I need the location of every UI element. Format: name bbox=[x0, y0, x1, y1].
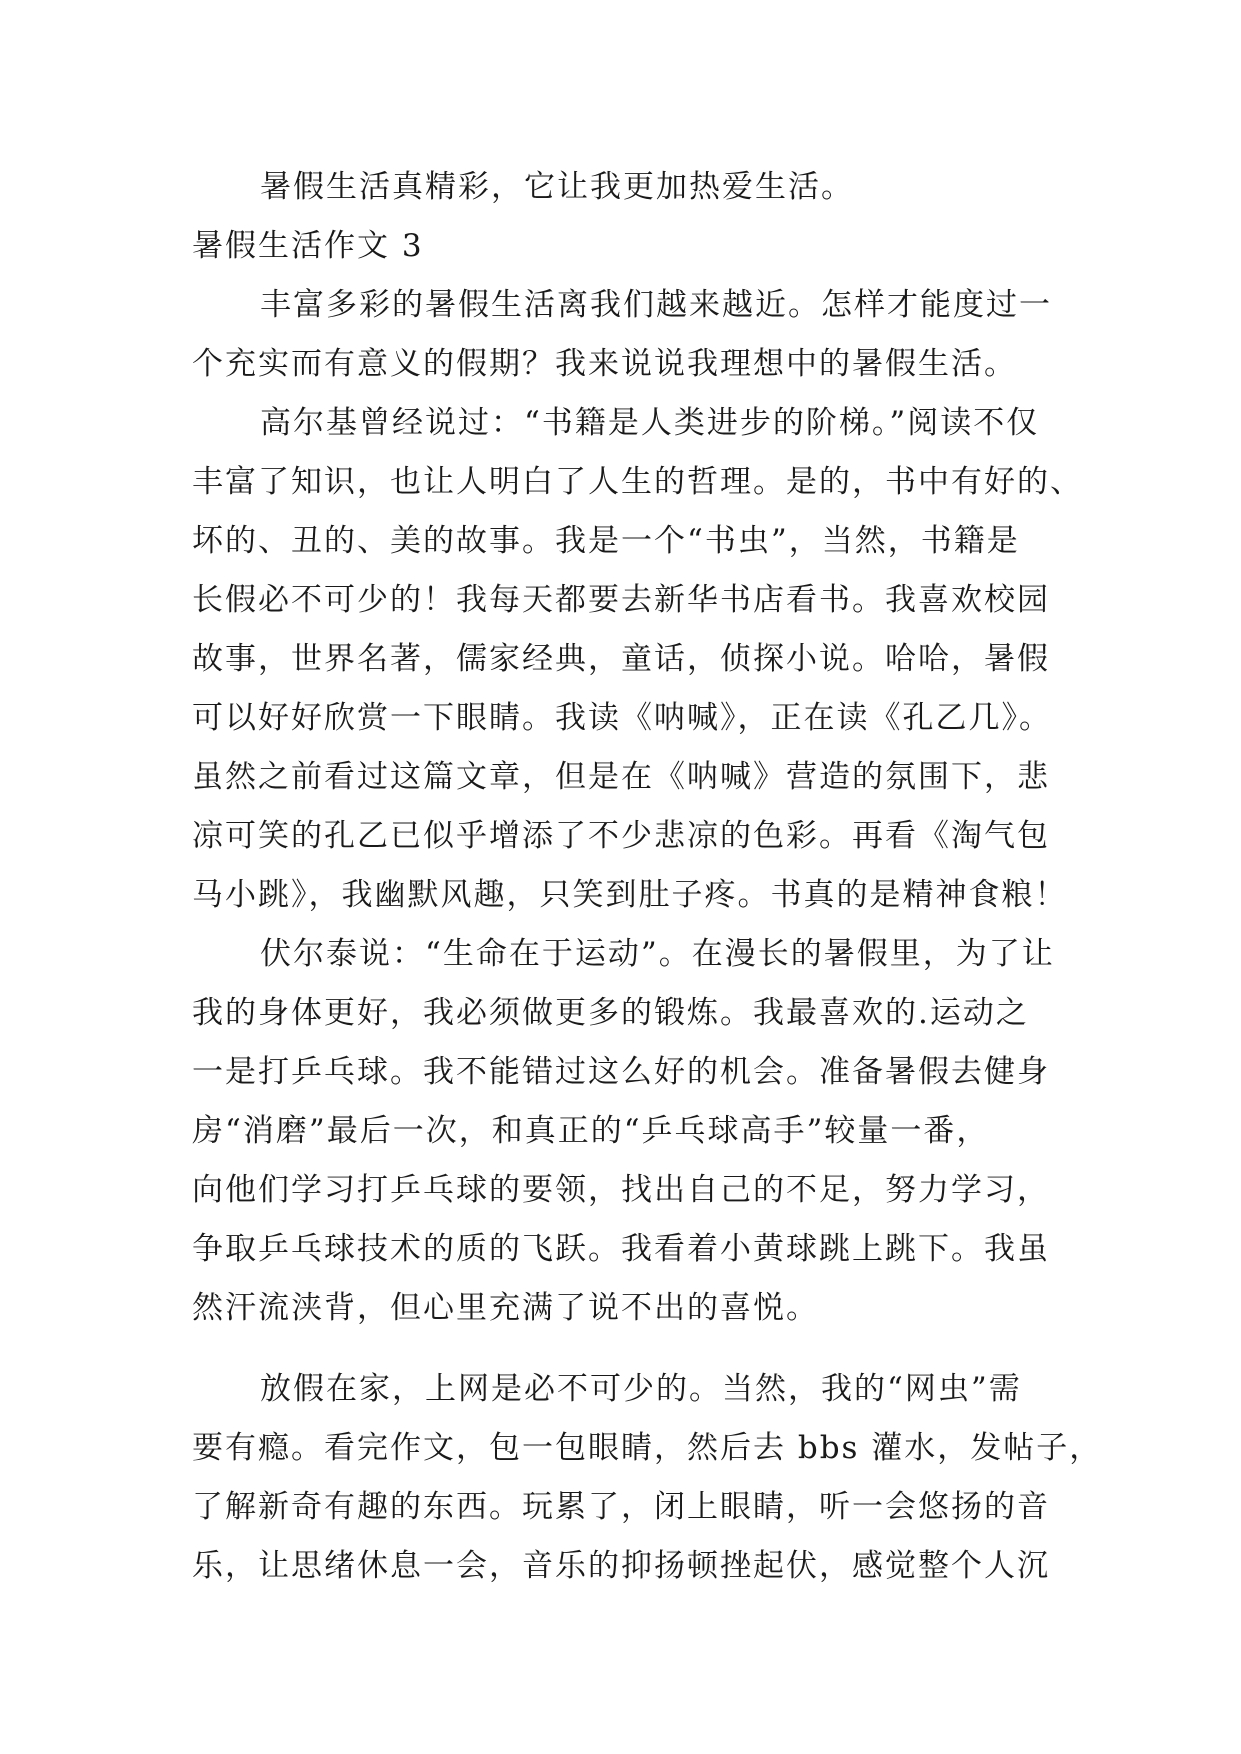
paragraph-line: 个充实而有意义的假期？我来说说我理想中的暑假生活。 bbox=[192, 346, 1017, 382]
document-body bbox=[192, 158, 1103, 1596]
paragraph-line: 坏的、丑的、美的故事。我是一个“书虫”，当然，书籍是 bbox=[192, 523, 1020, 559]
paragraph-line: 故事，世界名著，儒家经典，童话，侦探小说。哈哈，暑假 bbox=[192, 641, 1050, 677]
paragraph-line: 向他们学习打乒乓球的要领，找出自己的不足，努力学习， bbox=[192, 1172, 1050, 1208]
paragraph-line: 高尔基曾经说过：“书籍是人类进步的阶梯。”阅读不仅 bbox=[260, 405, 1040, 441]
paragraph-spacer bbox=[192, 1338, 1072, 1360]
paragraph-line: 长假必不可少的！我每天都要去新华书店看书。我喜欢校园 bbox=[192, 582, 1050, 618]
paragraph-line: 可以好好欣赏一下眼睛。我读《呐喊》，正在读《孔乙几》。 bbox=[192, 700, 1052, 736]
paragraph-line: 虽然之前看过这篇文章，但是在《呐喊》营造的氛围下，悲 bbox=[192, 759, 1050, 795]
paragraph-line: 了解新奇有趣的东西。玩累了，闭上眼睛，听一会悠扬的音 bbox=[192, 1489, 1050, 1525]
paragraph-line: 房“消磨”最后一次，和真正的“乒乓球高手”较量一番， bbox=[192, 1113, 990, 1149]
paragraph-line: 然汗流浃背，但心里充满了说不出的喜悦。 bbox=[192, 1290, 819, 1326]
paragraph-line: 伏尔泰说：“生命在于运动”。在漫长的暑假里，为了让 bbox=[260, 936, 1055, 972]
paragraph-line: 马小跳》，我幽默风趣，只笑到肚子疼。书真的是精神食粮！ bbox=[192, 877, 1068, 913]
paragraph-line: 我的身体更好，我必须做更多的锻炼。我最喜欢的.运动之 bbox=[192, 995, 1029, 1031]
paragraph-line: 要有瘾。看完作文，包一包眼睛，然后去 bbs 灌水，发帖子， bbox=[192, 1430, 1103, 1466]
paragraph-line: 乐，让思绪休息一会，音乐的抑扬顿挫起伏，感觉整个人沉 bbox=[192, 1548, 1050, 1584]
paragraph-line: 丰富多彩的暑假生活离我们越来越近。怎样才能度过一 bbox=[260, 287, 1052, 323]
paragraph-line: 一是打乒乓球。我不能错过这么好的机会。准备暑假去健身 bbox=[192, 1054, 1050, 1090]
paragraph-line: 丰富了知识，也让人明白了人生的哲理。是的，书中有好的、 bbox=[192, 464, 1083, 500]
paragraph-line: 放假在家，上网是必不可少的。当然，我的“网虫”需 bbox=[260, 1371, 1022, 1407]
paragraph-line: 暑假生活真精彩，它让我更加热爱生活。 bbox=[260, 169, 854, 205]
paragraph-line: 凉可笑的孔乙已似乎增添了不少悲凉的色彩。再看《淘气包 bbox=[192, 818, 1050, 854]
section-heading: 暑假生活作文 3 bbox=[192, 228, 424, 264]
paragraph-line: 争取乒乓球技术的质的飞跃。我看着小黄球跳上跳下。我虽 bbox=[192, 1231, 1050, 1267]
